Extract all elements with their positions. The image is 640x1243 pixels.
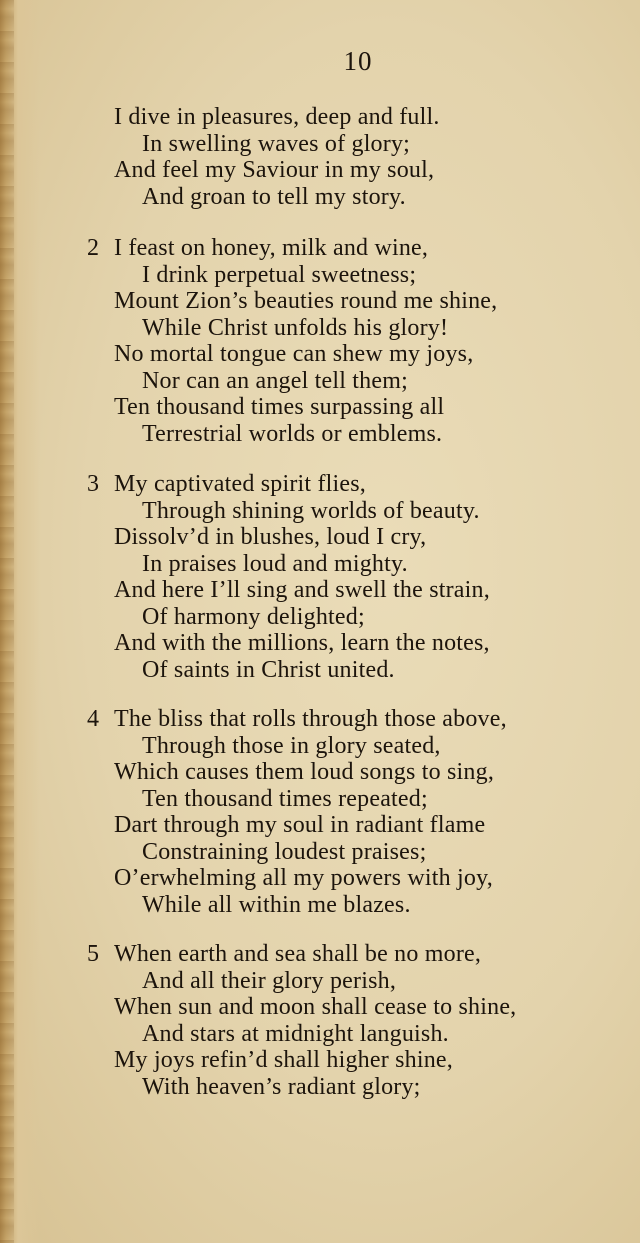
verse-line: Constraining loudest praises; — [142, 838, 427, 865]
verse-line: The bliss that rolls through those above, — [114, 706, 507, 732]
verse-line: Of saints in Christ united. — [142, 656, 395, 683]
page-number: 10 — [343, 46, 373, 76]
verse-line: O’erwhelming all my powers with joy, — [114, 865, 493, 891]
verse-number: 5 — [87, 941, 99, 967]
verse-line: In swelling waves of glory; — [142, 130, 411, 157]
verse-number: 3 — [87, 471, 99, 497]
verse-line: Terrestrial worlds or emblems. — [142, 420, 443, 447]
verse-line: And all their glory perish, — [142, 967, 397, 994]
verse-line: While all within me blazes. — [142, 891, 411, 918]
verse-line: And feel my Saviour in my soul, — [114, 157, 435, 183]
verse-line: When sun and moon shall cease to shine, — [114, 994, 517, 1020]
stanza-5 — [0, 941, 640, 1100]
verse-line: Which causes them loud songs to sing, — [114, 759, 495, 785]
verse-line: Through shining worlds of beauty. — [142, 497, 480, 524]
stanza-4 — [0, 706, 640, 918]
verse-line: While Christ unfolds his glory! — [142, 314, 449, 341]
verse-line: I dive in pleasures, deep and full. — [114, 104, 440, 130]
verse-line: In praises loud and mighty. — [142, 550, 408, 577]
stanza-2 — [0, 235, 640, 447]
verse-line: Mount Zion’s beauties round me shine, — [114, 288, 498, 314]
verse-line: Ten thousand times surpassing all — [114, 394, 445, 420]
verse-number: 2 — [87, 235, 99, 261]
stanza-1 — [0, 104, 640, 210]
verse-line: And with the millions, learn the notes, — [114, 630, 490, 656]
verse-line: I drink perpetual sweetness; — [142, 261, 417, 288]
verse-line: My joys refin’d shall higher shine, — [114, 1047, 453, 1073]
verse-line: With heaven’s radiant glory; — [142, 1073, 421, 1100]
verse-line: Ten thousand times repeated; — [142, 785, 428, 812]
stanza-3 — [0, 471, 640, 683]
verse-line: My captivated spirit flies, — [114, 471, 367, 497]
verse-line: I feast on honey, milk and wine, — [114, 235, 429, 261]
verse-line: And groan to tell my story. — [142, 183, 406, 210]
verse-line: And here I’ll sing and swell the strain, — [114, 577, 490, 603]
verse-line: Of harmony delighted; — [142, 603, 365, 630]
verse-line: And stars at midnight languish. — [142, 1020, 449, 1047]
verse-line: Nor can an angel tell them; — [142, 367, 408, 394]
verse-line: When earth and sea shall be no more, — [114, 941, 482, 967]
verse-line: Dissolv’d in blushes, loud I cry, — [114, 524, 427, 550]
verse-line: No mortal tongue can shew my joys, — [114, 341, 474, 367]
verse-line: Dart through my soul in radiant flame — [114, 812, 486, 838]
verse-line: Through those in glory seated, — [142, 732, 441, 759]
verse-number: 4 — [87, 706, 99, 732]
